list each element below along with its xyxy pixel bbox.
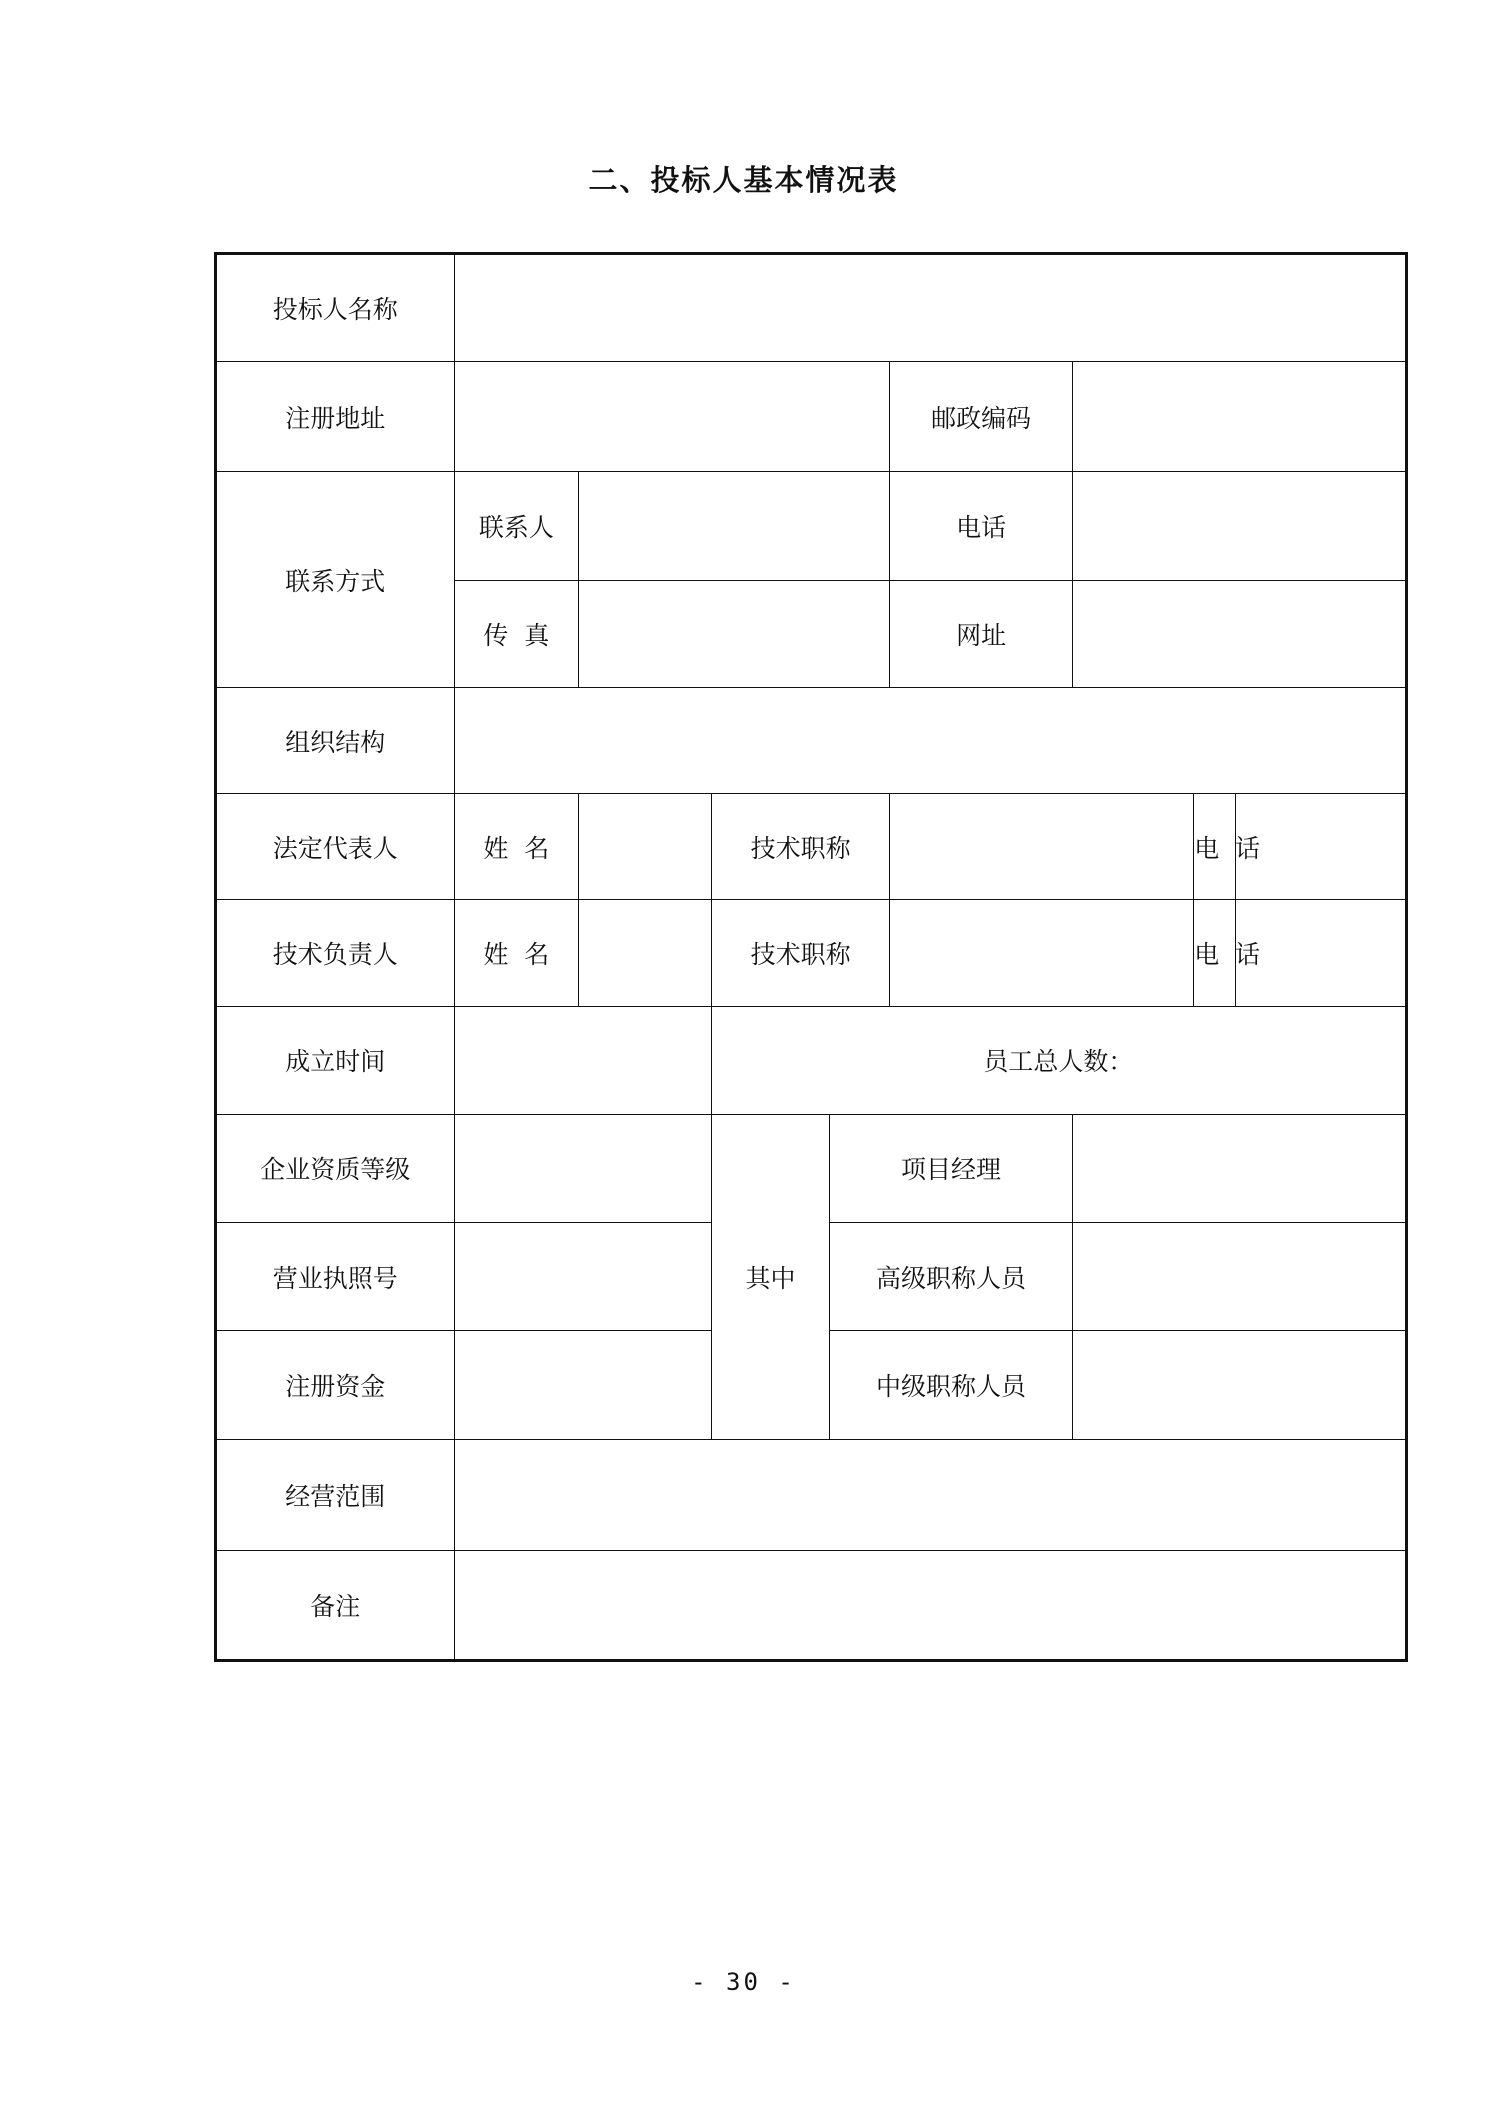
row-technical-director <box>216 900 1407 1006</box>
page-title: 二、投标人基本情况表 <box>588 163 899 197</box>
page-number: - 30 - <box>691 1968 796 1996</box>
business-scope-label: 经营范围 <box>216 1440 455 1550</box>
row-contact-person <box>216 472 1407 580</box>
establishment-date-label: 成立时间 <box>216 1006 455 1114</box>
row-legal-representative <box>216 794 1407 900</box>
organization-structure-field[interactable] <box>454 687 1406 793</box>
legal-rep-title-label: 技术职称 <box>711 794 889 900</box>
fax-field[interactable] <box>579 580 890 687</box>
senior-title-staff-label: 高级职称人员 <box>830 1222 1073 1330</box>
mid-title-staff-field[interactable] <box>1072 1331 1406 1440</box>
organization-structure-label: 组织结构 <box>216 687 455 793</box>
business-license-field[interactable] <box>454 1222 711 1330</box>
legal-rep-title-field[interactable] <box>890 794 1194 900</box>
remarks-label: 备注 <box>216 1550 455 1660</box>
contact-method-label: 联系方式 <box>216 472 455 687</box>
total-employees-label[interactable]: 员工总人数： <box>711 1006 1406 1114</box>
legal-rep-phone-label: 电 话 <box>1194 794 1235 900</box>
tech-director-title-label: 技术职称 <box>711 900 889 1006</box>
legal-rep-name-field[interactable] <box>579 794 712 900</box>
remarks-field[interactable] <box>454 1550 1406 1660</box>
tech-director-name-field[interactable] <box>579 900 712 1006</box>
technical-director-label: 技术负责人 <box>216 900 455 1006</box>
postal-code-field[interactable] <box>1072 362 1406 472</box>
website-field[interactable] <box>1072 580 1406 687</box>
registered-address-field[interactable] <box>454 362 890 472</box>
legal-rep-name-label: 姓 名 <box>454 794 578 900</box>
qualification-grade-label: 企业资质等级 <box>216 1114 455 1222</box>
project-manager-field[interactable] <box>1072 1114 1406 1222</box>
legal-rep-phone-field[interactable] <box>1235 794 1406 900</box>
mid-title-staff-label: 中级职称人员 <box>830 1331 1073 1440</box>
senior-title-staff-field[interactable] <box>1072 1222 1406 1330</box>
contact-phone-label: 电话 <box>890 472 1073 580</box>
bidder-info-table <box>214 252 1408 1662</box>
contact-person-label: 联系人 <box>454 472 578 580</box>
row-qualification-grade <box>216 1114 1407 1222</box>
of-which-label: 其中 <box>711 1114 829 1440</box>
business-scope-field[interactable] <box>454 1440 1406 1550</box>
row-remarks <box>216 1550 1407 1660</box>
postal-code-label: 邮政编码 <box>890 362 1073 472</box>
registered-capital-label: 注册资金 <box>216 1331 455 1440</box>
row-business-scope <box>216 1440 1407 1550</box>
website-label: 网址 <box>890 580 1073 687</box>
business-license-label: 营业执照号 <box>216 1222 455 1330</box>
contact-phone-field[interactable] <box>1072 472 1406 580</box>
bidder-name-field[interactable] <box>454 254 1406 362</box>
qualification-grade-field[interactable] <box>454 1114 711 1222</box>
tech-director-phone-field[interactable] <box>1235 900 1406 1006</box>
contact-person-field[interactable] <box>579 472 890 580</box>
tech-director-name-label: 姓 名 <box>454 900 578 1006</box>
row-organization-structure <box>216 687 1407 793</box>
legal-representative-label: 法定代表人 <box>216 794 455 900</box>
row-registered-address <box>216 362 1407 472</box>
project-manager-label: 项目经理 <box>830 1114 1073 1222</box>
row-establishment-date <box>216 1006 1407 1114</box>
row-bidder-name <box>216 254 1407 362</box>
bidder-name-label: 投标人名称 <box>216 254 455 362</box>
tech-director-phone-label: 电 话 <box>1194 900 1235 1006</box>
establishment-date-field[interactable] <box>454 1006 711 1114</box>
fax-label: 传 真 <box>454 580 578 687</box>
registered-address-label: 注册地址 <box>216 362 455 472</box>
tech-director-title-field[interactable] <box>890 900 1194 1006</box>
registered-capital-field[interactable] <box>454 1331 711 1440</box>
